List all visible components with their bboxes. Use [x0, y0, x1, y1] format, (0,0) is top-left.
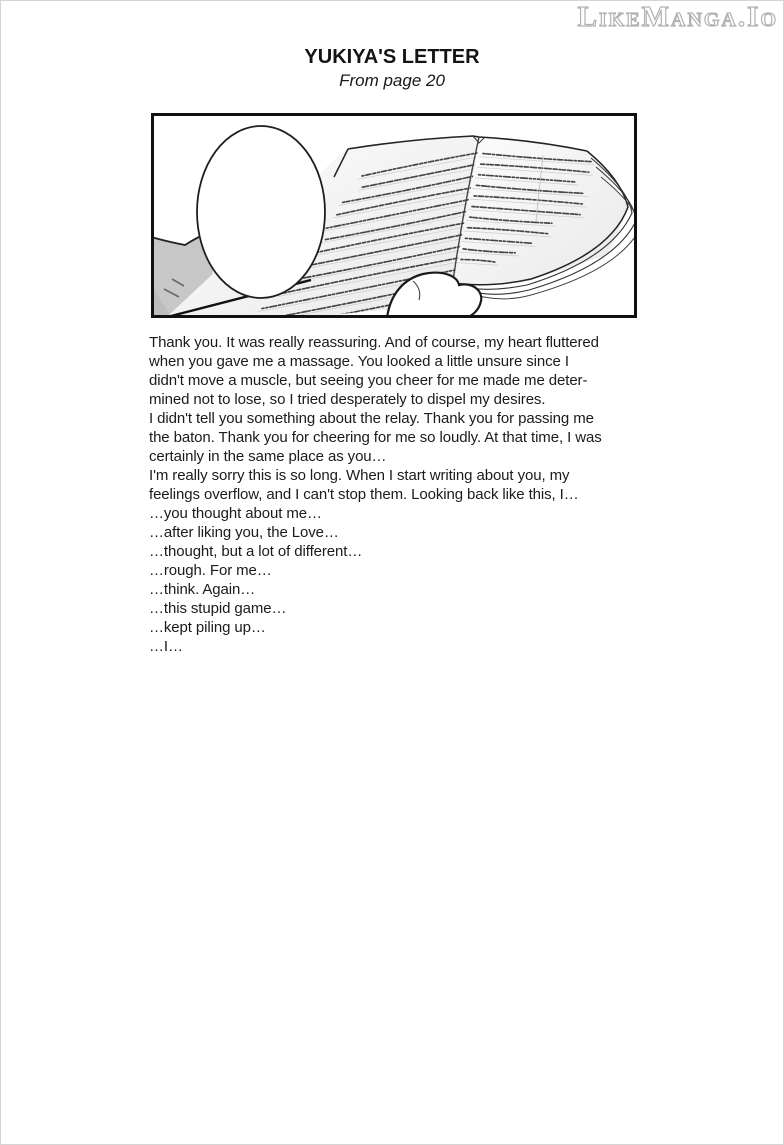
letter-line: didn't move a muscle, but seeing you cheer for me made me deter- — [149, 372, 588, 389]
page-title: YUKIYA'S LETTER — [304, 46, 480, 68]
letter-line: …after liking you, the Love… — [149, 524, 339, 541]
letter-text — [149, 333, 655, 656]
letter-line: the baton. Thank you for cheering for me so loudly. At that time, I was — [149, 429, 602, 446]
letter-line: …thought, but a lot of different… — [149, 543, 363, 560]
blank-oval — [197, 126, 325, 298]
letter-line: …think. Again… — [149, 581, 256, 598]
letter-line: I'm really sorry this is so long. When I start writing about you, my — [149, 467, 570, 484]
letter-line: …I… — [149, 638, 183, 655]
letter-line: feelings overflow, and I can't stop them. Looking back like this, I… — [149, 486, 579, 503]
letter-line: …this stupid game… — [149, 600, 287, 617]
letter-line: …rough. For me… — [149, 562, 272, 579]
likemanga-watermark-logo: LikeManga.Io — [577, 1, 778, 33]
letter-line: Thank you. It was really reassuring. And of course, my heart fluttered — [149, 334, 599, 351]
letter-line: …kept piling up… — [149, 619, 266, 636]
letter-line: when you gave me a massage. You looked a little unsure since I — [149, 353, 569, 370]
letter-line: certainly in the same place as you… — [149, 448, 387, 465]
letter-line: …you thought about me… — [149, 505, 322, 522]
manga-panel-illustration — [151, 113, 637, 318]
manga-panel-image — [151, 113, 637, 318]
letter-line: mined not to lose, so I tried desperately to dispel my desires. — [149, 391, 546, 408]
letter-line: I didn't tell you something about the relay. Thank you for passing me — [149, 410, 594, 427]
page-subtitle: From page 20 — [339, 71, 445, 90]
